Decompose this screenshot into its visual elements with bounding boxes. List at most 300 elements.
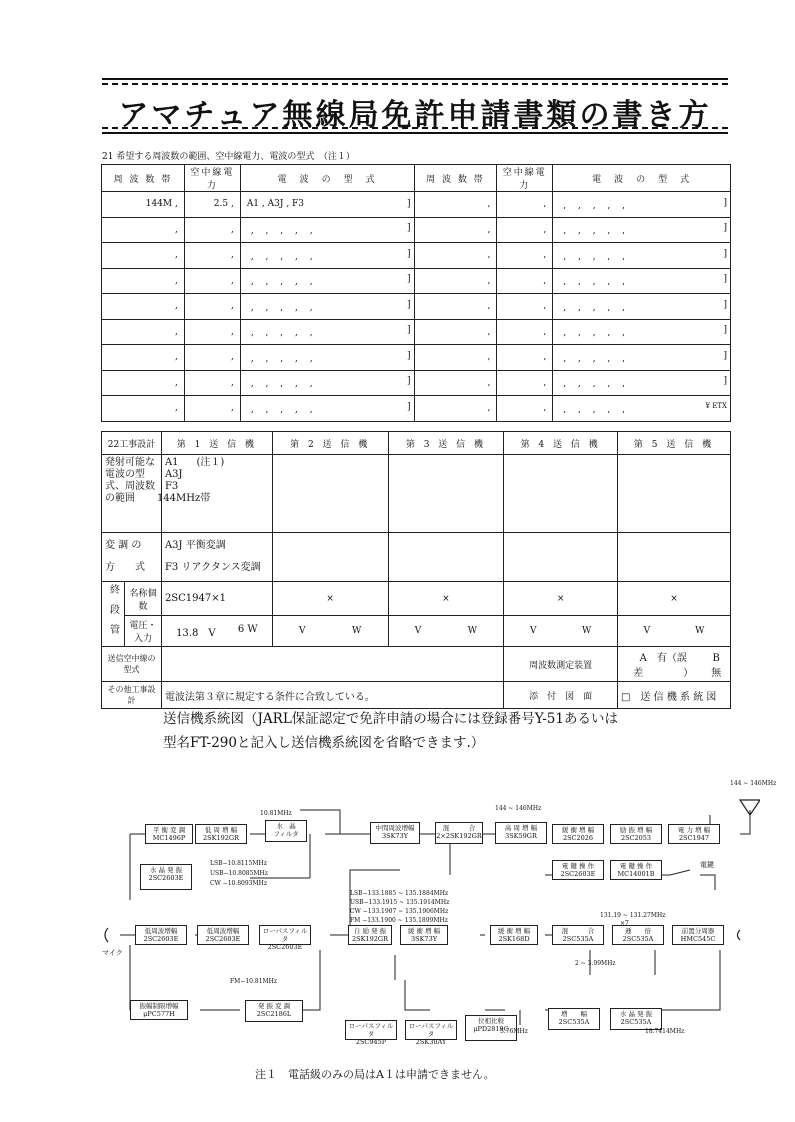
label-mic: マイク <box>102 949 123 957</box>
header-power: 空中線電力 <box>184 165 240 192</box>
freq-field-2[interactable] <box>414 319 497 345</box>
block-title: 発 振 変 調 <box>257 1002 291 1010</box>
emission-field-2[interactable] <box>553 370 731 396</box>
emission-field-2[interactable] <box>553 217 731 243</box>
comma: , <box>543 377 547 388</box>
label-key: 電鍵 <box>700 861 714 869</box>
block-part: 2SC535A <box>620 1018 652 1026</box>
comma: , <box>175 352 178 363</box>
comma: , <box>543 199 547 210</box>
block-title: 前置分周器 <box>681 927 715 935</box>
emission-tx3[interactable] <box>388 455 504 533</box>
v-unit: V <box>530 626 537 636</box>
block-title: 自 励 発 振 <box>353 927 387 935</box>
header-tx2: 第 2 送 信 機 <box>272 432 388 455</box>
etx-label: ETX <box>712 401 727 410</box>
block-power-amp <box>668 824 720 844</box>
bracket-icon: ] <box>723 248 727 259</box>
w-unit: W <box>467 626 478 636</box>
comma: , <box>230 275 234 286</box>
emission-field-2[interactable] <box>553 268 731 294</box>
label-vco-cw: CW −133.1907 ~ 135.1906MHz <box>350 908 449 915</box>
yen-mark: ¥ <box>705 401 710 410</box>
comma: , <box>230 301 234 312</box>
freq-field[interactable] <box>102 345 185 371</box>
block-part: 2SC2186L <box>256 1010 292 1018</box>
block-part: 2SC2603E <box>560 870 596 878</box>
frequency-table <box>101 164 731 422</box>
freq-field-2[interactable] <box>414 243 497 269</box>
emission-tx5[interactable] <box>618 455 731 533</box>
comma: , <box>230 326 234 337</box>
bracket-icon: ] <box>406 376 411 387</box>
block-part: 2SC535A <box>558 1018 590 1026</box>
commas: , , , , , <box>563 328 625 339</box>
freq-field-2[interactable] <box>414 268 497 294</box>
comma: , <box>230 403 234 414</box>
v-unit: V <box>414 626 422 636</box>
commas: , , , , , <box>563 379 625 390</box>
block-mic-amp <box>130 1000 188 1020</box>
block-title: 水 晶 発 振 <box>149 866 183 874</box>
block-low-amp1 <box>195 824 247 844</box>
header-emission-2: 電 波 の 型 式 <box>553 165 731 192</box>
block-self-osc <box>348 925 392 945</box>
block-title: 位相比較 <box>478 1017 504 1025</box>
input-value: 6 W <box>237 623 258 635</box>
comma: , <box>543 326 547 337</box>
bracket-icon: ] <box>723 350 727 361</box>
block-part: 2SC2603E <box>143 935 179 943</box>
label-mult-x7: ×7 <box>620 920 629 927</box>
bracket-icon: ] <box>723 376 727 387</box>
block-title: 振幅制限増幅 <box>139 1002 179 1010</box>
notice-line-1: 送信機系統図（JARL保証認定で免許申請の場合には登録番号Y-51あるいは <box>163 711 618 727</box>
label-out-freq: 144 ~ 146MHz <box>730 780 777 787</box>
block-title: ローパスフィルタ <box>262 927 308 943</box>
block-part: 2SC2026 <box>562 834 594 842</box>
final-tx1[interactable]: 2SC1947×1 <box>161 582 272 616</box>
block-part: 2SK168D <box>498 935 530 943</box>
label-if-freq: 10.81MHz <box>260 810 292 817</box>
table-row <box>102 294 731 320</box>
freq-field[interactable] <box>102 294 185 320</box>
other-design-text: 電波法第３章に規定する条件に合致している。 <box>161 682 503 709</box>
commas: , , , , , <box>563 404 625 415</box>
commas: , , , , , <box>250 404 313 415</box>
emission-field[interactable] <box>240 319 414 345</box>
comma: , <box>175 377 178 388</box>
power-field[interactable] <box>184 217 240 243</box>
power-field-2[interactable] <box>497 396 553 422</box>
emission-tx2[interactable] <box>272 455 388 533</box>
power-field[interactable] <box>184 345 240 371</box>
voltage-value: 13.8 V <box>176 627 216 639</box>
voltage-tx1[interactable] <box>161 616 272 647</box>
block-bal-mod <box>145 824 193 844</box>
voltage-tx4[interactable] <box>504 616 618 647</box>
freq-meas-label: 周波数測定装置 <box>504 647 618 682</box>
power-field-2[interactable] <box>497 294 553 320</box>
modulation-a3j: A3J 平衡変調 <box>164 540 226 551</box>
modulation-label <box>102 533 162 582</box>
comma: , <box>487 352 491 363</box>
comma: , <box>175 301 178 312</box>
modulation-tx5[interactable] <box>618 533 731 582</box>
commas: , , , , , <box>250 328 313 339</box>
power-field-2[interactable] <box>497 370 553 396</box>
block-mixer2 <box>552 925 604 945</box>
final-name-label: 名称個数 <box>124 582 161 616</box>
label-lsb: LSB−10.8115MHz <box>210 860 267 867</box>
comma: , <box>230 352 234 363</box>
power-field[interactable] <box>184 319 240 345</box>
comma: , <box>230 250 234 261</box>
emission-field-2[interactable] <box>553 294 731 320</box>
block-title: 緩 衝 増 幅 <box>407 927 441 935</box>
block-buffer <box>400 925 448 945</box>
voltage-label: 電圧・入力 <box>124 616 161 647</box>
label-mult-freq: 131.19 ~ 131.27MHz <box>600 912 666 919</box>
final-tx3[interactable] <box>388 582 504 616</box>
power-field-2[interactable] <box>497 192 553 218</box>
block-title: 水 晶 発 振 <box>619 1010 653 1018</box>
bracket-icon: ] <box>406 223 411 234</box>
comma: , <box>487 224 491 235</box>
final-tx5[interactable] <box>618 582 731 616</box>
modulation-tx4[interactable] <box>504 533 618 582</box>
section-21-label: 21 希望する周波数の範囲、空中線電力、電波の型式 （注１） <box>102 152 355 162</box>
commas: , , , , , <box>250 353 313 364</box>
comma: , <box>487 275 491 286</box>
table-row <box>102 370 731 396</box>
block-title: 緩 衝 増 幅 <box>497 927 531 935</box>
label-cw: CW −10.8093MHz <box>210 880 268 887</box>
document-title: アマチュア無線局免許申請書類の書き方 <box>118 98 712 133</box>
freq-field[interactable] <box>102 370 185 396</box>
bracket-icon: ] <box>406 274 411 285</box>
label-if2: 2 ~ 3.99MHz <box>575 960 616 967</box>
final-tx4[interactable] <box>504 582 618 616</box>
final-stage-label: 終段管 <box>102 582 125 647</box>
comma: , <box>543 352 547 363</box>
comma: , <box>487 377 491 388</box>
block-title: 励 振 増 幅 <box>619 826 653 834</box>
block-title: 混 合 <box>442 824 476 832</box>
commas: , , , , , <box>563 251 625 262</box>
block-part: 2SC1947 <box>678 834 710 842</box>
block-part: MC14001B <box>617 870 655 878</box>
block-drive-amp <box>552 824 604 844</box>
block-hf-amp1 <box>495 822 547 844</box>
commas: , , , , , <box>563 200 625 211</box>
voltage-tx5[interactable] <box>618 616 731 647</box>
bracket-icon: ] <box>406 401 411 412</box>
comma: , <box>543 250 547 261</box>
freq-value: 144M <box>145 199 173 210</box>
commas: , , , , , <box>250 251 313 262</box>
comma: , <box>230 199 234 210</box>
freq-meas-options[interactable] <box>618 647 731 682</box>
modulation-tx1[interactable] <box>161 533 272 582</box>
w-unit: W <box>352 626 362 636</box>
comma: , <box>487 199 491 210</box>
emission-tx1[interactable] <box>156 455 272 533</box>
label-fm-freq: FM−10.81MHz <box>230 978 278 985</box>
freq-field[interactable] <box>102 243 185 269</box>
block-part: 2SC2603E <box>148 874 184 882</box>
block-lpf3 <box>405 1020 457 1046</box>
emission-tx4[interactable] <box>504 455 618 533</box>
block-if-amp <box>370 822 420 844</box>
header-power-2: 空中線電力 <box>497 165 553 192</box>
emission-field[interactable] <box>240 243 414 269</box>
header-freq-band-2: 周 波 数 帯 <box>414 165 497 192</box>
comma: , <box>487 326 491 337</box>
transmitter-block-diagram <box>100 780 777 1055</box>
block-part: μPC577H <box>143 1010 175 1018</box>
w-unit: W <box>695 626 705 636</box>
microphone-icon <box>105 928 108 942</box>
block-title: 平 衡 変 調 <box>152 826 186 834</box>
freq-field[interactable] <box>102 396 185 422</box>
block-title: 電 鍵 操 作 <box>619 862 653 870</box>
block-part: MC1496P <box>152 834 186 842</box>
bracket-icon: ] <box>723 197 727 208</box>
bracket-icon: ] <box>406 350 411 361</box>
commas: , , , , , <box>250 226 313 237</box>
block-amp-535 <box>548 1008 600 1030</box>
block-buffer2 <box>490 925 538 945</box>
v-unit: V <box>643 626 651 636</box>
block-part: 3SK59GR <box>505 832 537 840</box>
emission-field-2[interactable] <box>553 192 731 218</box>
modulation-label-2: 方 式 <box>105 562 145 573</box>
freq-field[interactable] <box>102 192 185 218</box>
freq-field[interactable] <box>102 217 185 243</box>
power-field[interactable] <box>184 294 240 320</box>
power-field[interactable] <box>184 370 240 396</box>
block-lf-amp2 <box>197 925 249 945</box>
header-tx5: 第 5 送 信 機 <box>618 432 731 455</box>
power-field-2[interactable] <box>497 345 553 371</box>
emission-field[interactable] <box>240 217 414 243</box>
comma: , <box>230 377 234 388</box>
header-tx3: 第 3 送 信 機 <box>388 432 504 455</box>
commas: , , , , , <box>250 302 313 313</box>
table-row <box>102 243 731 269</box>
freq-field-2[interactable] <box>414 370 497 396</box>
emission-field-2[interactable] <box>553 243 731 269</box>
label-usb: USB−10.8085MHz <box>210 870 268 877</box>
power-field-2[interactable] <box>497 319 553 345</box>
block-lpf2 <box>345 1020 397 1046</box>
block-title: 低周波増幅 <box>144 927 178 935</box>
block-part: 2SC2053 <box>620 834 652 842</box>
modulation-label-1: 変 調 の <box>105 540 142 551</box>
cross-mark: × <box>326 593 334 604</box>
emission-range-label: 発射可能な電波の型式、周波数の範囲 <box>102 455 162 533</box>
block-part: 2SC535A <box>562 935 594 943</box>
block-part: HMC545C <box>680 935 716 943</box>
commas: , , , , , <box>563 353 625 364</box>
block-part: 3SK73Y <box>410 935 437 943</box>
bracket-icon: ] <box>406 199 411 210</box>
table-row <box>102 319 731 345</box>
block-part: 2SC535A <box>622 935 654 943</box>
bracket-icon: ] <box>723 223 727 234</box>
label-band-freq: 144 ~ 146MHz <box>495 805 542 812</box>
comma: , <box>175 250 178 261</box>
block-lf-amp <box>135 925 187 945</box>
label-vco-fm: FM −133.1900 ~ 135.1899MHz <box>350 917 448 924</box>
freq-field[interactable] <box>102 268 185 294</box>
commas: , , , , , <box>563 226 625 237</box>
comma: , <box>543 275 547 286</box>
block-part: 2×2SK192GR <box>436 832 482 840</box>
w-unit: W <box>582 626 592 636</box>
commas: , , , , , <box>563 277 625 288</box>
bracket-icon: ] <box>406 248 411 259</box>
freq-field-2[interactable] <box>414 345 497 371</box>
label-vco-usb: USB−133.1915 ~ 135.1914MHz <box>350 899 450 906</box>
block-part: 2SC2603E <box>267 943 303 951</box>
table-row <box>102 345 731 371</box>
block-xtal-filter <box>265 820 307 842</box>
freq-field-2[interactable] <box>414 192 497 218</box>
block-part: μPD2819C <box>473 1025 509 1033</box>
other-design-label: その他工事設計 <box>102 682 162 709</box>
header-tx4: 第 4 送 信 機 <box>504 432 618 455</box>
comma: , <box>543 224 547 235</box>
freq-field-2[interactable] <box>414 294 497 320</box>
block-part: 2SK192GR <box>352 935 388 943</box>
freq-field-2[interactable] <box>414 217 497 243</box>
block-title: 電 鍵 操 作 <box>561 862 595 870</box>
comma: , <box>175 224 178 235</box>
block-part: フィルタ <box>273 830 299 838</box>
freq-meas-a: A 有（誤差 ） <box>633 653 694 679</box>
bracket-icon: ] <box>723 274 727 285</box>
header-freq-band: 周 波 数 帯 <box>102 165 185 192</box>
v-unit: V <box>299 626 306 636</box>
etx-marker <box>706 402 730 410</box>
comma: , <box>487 403 491 414</box>
power-field-2[interactable] <box>497 268 553 294</box>
label-xtal2-freq: 18.7414MHz <box>645 1028 685 1035</box>
comma: , <box>175 199 178 210</box>
emission-field[interactable] <box>240 268 414 294</box>
voltage-tx2[interactable] <box>272 616 388 647</box>
block-lpf1 <box>259 925 311 951</box>
commas: , , , , , <box>250 379 313 390</box>
block-title: 電 力 増 幅 <box>677 826 711 834</box>
power-field[interactable] <box>184 396 240 422</box>
block-part: 2SC2603E <box>205 935 241 943</box>
header-tx1: 第 1 送 信 機 <box>161 432 272 455</box>
block-mult <box>612 925 664 945</box>
comma: , <box>487 301 491 312</box>
emission-field-2[interactable] <box>553 396 731 422</box>
emission-field[interactable] <box>240 396 414 422</box>
power-field[interactable] <box>184 243 240 269</box>
comma: , <box>175 326 178 337</box>
label-vco-lsb: LSB−133.1885 ~ 135.1884MHz <box>350 890 449 897</box>
modulation-tx3[interactable] <box>388 533 504 582</box>
table-row <box>102 192 731 218</box>
block-part: 2SK30AY <box>415 1038 447 1046</box>
antenna-label: 送信空中線の型式 <box>102 647 162 682</box>
block-part: 3SK73Y <box>381 832 408 840</box>
block-title: 中間周波増幅 <box>375 824 415 832</box>
block-mixer1 <box>435 822 483 844</box>
block-title: 水 晶 <box>276 822 296 830</box>
antenna-field[interactable] <box>161 647 503 682</box>
footnote: 注１ 電話級のみの局はA１は申請できません。 <box>255 1068 495 1081</box>
attach-checkbox[interactable]: □ 送 信 機 系 統 図 <box>618 682 731 709</box>
band-value: 144MHz帯 <box>156 493 211 504</box>
block-key-sw <box>552 860 604 880</box>
comma: , <box>175 275 178 286</box>
power-field-2[interactable] <box>497 243 553 269</box>
table-row <box>102 268 731 294</box>
bracket-icon: ] <box>406 299 411 310</box>
emission-field[interactable] <box>240 345 414 371</box>
power-field-2[interactable] <box>497 217 553 243</box>
power-field[interactable] <box>184 268 240 294</box>
commas: , , , , , <box>563 302 625 313</box>
comma: , <box>230 224 234 235</box>
commas: , , , , , <box>250 277 313 288</box>
emission-field[interactable] <box>240 294 414 320</box>
block-title: 高 周 増 幅 <box>504 824 538 832</box>
block-key-ctrl <box>610 860 662 880</box>
bracket-icon: ] <box>723 325 727 336</box>
modulation-tx2[interactable] <box>272 533 388 582</box>
table-row <box>102 396 731 422</box>
block-title: 逓 倍 <box>625 927 651 935</box>
label-ref-freq: 5.76MHz <box>500 1028 528 1035</box>
block-title: 増 幅 <box>561 1010 587 1018</box>
freq-field[interactable] <box>102 319 185 345</box>
block-title: 混 合 <box>561 927 595 935</box>
power-field[interactable] <box>184 192 240 218</box>
voltage-tx3[interactable] <box>388 616 504 647</box>
cross-mark: × <box>670 593 678 604</box>
table-row <box>102 217 731 243</box>
block-title: 低 周 増 幅 <box>204 826 238 834</box>
comma: , <box>487 250 491 261</box>
freq-meas-b: B 無 <box>711 653 730 679</box>
design-table <box>101 431 731 709</box>
block-part: 2SC945P <box>355 1038 387 1046</box>
emission-value: A1 , A3J , F3 <box>246 199 305 210</box>
block-xtal-osc2 <box>610 1008 662 1030</box>
freq-field-2[interactable] <box>414 396 497 422</box>
comma: , <box>175 403 178 414</box>
bracket-icon: ] <box>406 325 411 336</box>
emission-field[interactable] <box>240 370 414 396</box>
block-pll <box>672 925 724 945</box>
emission-field-2[interactable] <box>553 319 731 345</box>
final-tx2[interactable] <box>272 582 388 616</box>
emission-field[interactable] <box>240 192 414 218</box>
cross-mark: × <box>556 593 565 604</box>
attach-label: 添 付 図 面 <box>504 682 618 709</box>
notice-line-2: 型名FT-290と記入し送信機系統図を省略できます.） <box>163 735 485 751</box>
block-xtal-osc <box>140 864 192 890</box>
emission-field-2[interactable] <box>553 345 731 371</box>
